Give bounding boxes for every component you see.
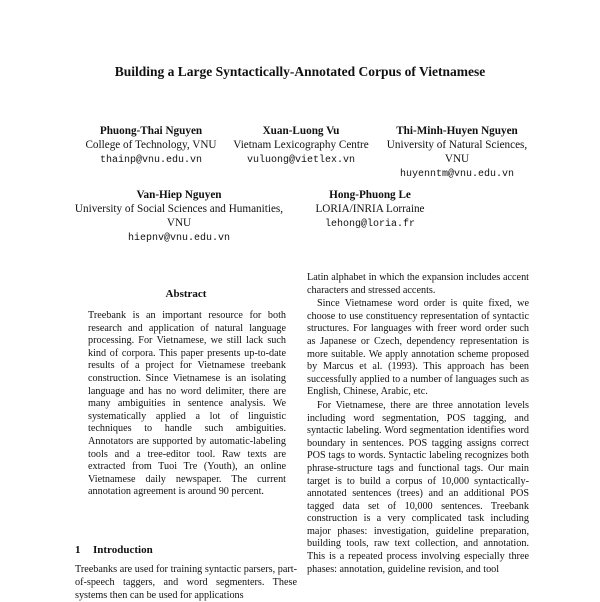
intro-paragraph: Treebanks are used for training syntactic parsers, part-of-speech taggers, and word segmenters. These systems then can be used for applications bbox=[75, 564, 297, 601]
abstract-text: Treebank is an important resource for both research and application of natural language processing. For Vietnamese, we still lack such kind of corpora. This paper presents up-to-date results of a project for Vietnamese treebank construction. Since Vietnamese is an isolating language and has no word delimiter, there are many ambiguities in sentence analysis. We systematically applied a lot of linguistic techniques to handle such ambiguities. Annotators are supported by automatic-labeling tools and a tree-editor tool. Raw texts are extracted from Tuoi Tre (Youth), an online Vietnamese daily newspaper. The current annotation agreement is around 90 percent. bbox=[88, 310, 286, 498]
author-name: Thi-Minh-Huyen Nguyen bbox=[396, 125, 518, 137]
author-email: hiepnv@vnu.edu.vn bbox=[127, 233, 231, 244]
author-name: Phuong-Thai Nguyen bbox=[99, 125, 203, 137]
author-name: Van-Hiep Nguyen bbox=[136, 189, 222, 201]
author-name: Xuan-Luong Vu bbox=[262, 125, 340, 137]
section-heading bbox=[75, 544, 153, 556]
author-affiliation: LORIA/INRIA Lorraine bbox=[315, 203, 425, 215]
author-block bbox=[227, 124, 375, 168]
author-affiliation: University of Natural Sciences, VNU bbox=[386, 139, 528, 165]
author-email: thainp@vnu.edu.vn bbox=[99, 155, 203, 166]
author-block bbox=[290, 188, 450, 232]
author-block bbox=[74, 188, 284, 246]
section-number: 1 bbox=[75, 544, 81, 556]
body-paragraph: For Vietnamese, there are three annotation levels including word segmentation, POS tagging, and syntactic labeling. Word segmentation identifies word boundary in sentences. POS tagging assigns correct POS tags to words. Syntactic labeling recognizes both phrase-structure tags and functional tags. Our main target is to build a corpus of 10,000 syntactically-annotated sentences (trees) and an additional POS tagged data set of 10,000 sentences. Treebank construction is a very complicated task including major phases: investigation, guideline preparation, building tools, raw text collection, and annotation. This is a repeated process involving especially three phases: annotation, guideline revision, and tool bbox=[307, 399, 529, 575]
author-affiliation: University of Social Sciences and Humanities, VNU bbox=[74, 203, 284, 229]
abstract-heading: Abstract bbox=[165, 288, 207, 300]
right-column bbox=[307, 272, 529, 576]
author-email: lehong@loria.fr bbox=[324, 219, 415, 230]
author-email: huyenntm@vnu.edu.vn bbox=[399, 169, 515, 180]
author-affiliation: Vietnam Lexicography Centre bbox=[233, 139, 369, 151]
author-block bbox=[382, 124, 532, 182]
author-name: Hong-Phuong Le bbox=[329, 189, 411, 201]
author-email: vuluong@vietlex.vn bbox=[246, 155, 356, 166]
section-title: Introduction bbox=[93, 544, 153, 556]
author-block bbox=[76, 124, 226, 168]
author-affiliation: College of Technology, VNU bbox=[85, 139, 217, 151]
body-paragraph: Latin alphabet in which the expansion includes accent characters and stressed accents. bbox=[307, 272, 529, 296]
body-paragraph: Since Vietnamese word order is quite fixed, we choose to use constituency representation of syntactic structures. For languages with freer word order such as Japanese or Czech, dependency representation is more suitable. We apply annotation scheme proposed by Marcus et al. (1993). This approach has been successfully applied to a number of languages such as English, Chinese, Arabic, etc. bbox=[307, 298, 529, 398]
paper-title: Building a Large Syntactically-Annotated Corpus of Vietnamese bbox=[114, 64, 486, 79]
